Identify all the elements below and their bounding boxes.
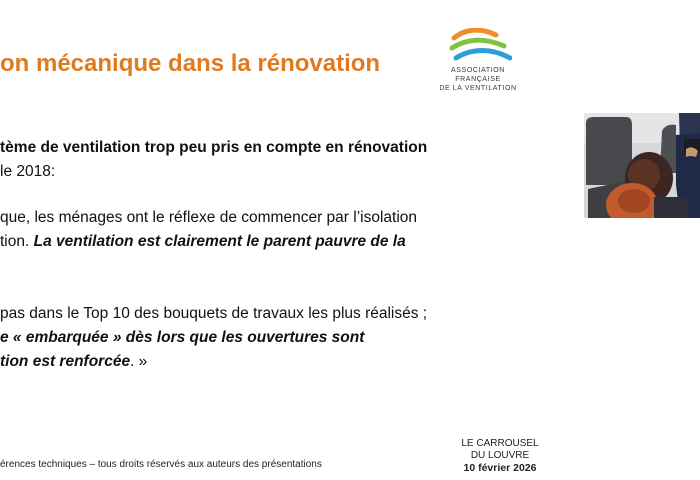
venue-line-2: DU LOUVRE bbox=[470, 450, 530, 461]
venue-line-1: LE CARROUSEL bbox=[461, 438, 539, 449]
paragraph-3-line-3 bbox=[0, 350, 427, 374]
paragraph-3-line-1: pas dans le Top 10 des bouquets de travaux les plus réalisés ; bbox=[0, 305, 428, 322]
paragraph-2-line-2-emphasis: La ventilation est clairement le parent pauvre de la bbox=[33, 233, 406, 250]
event-venue-block bbox=[452, 438, 548, 474]
paragraph-2-line-2 bbox=[0, 230, 417, 254]
paragraph-household-reflex bbox=[0, 206, 417, 254]
logo-waves-icon bbox=[448, 28, 512, 66]
logo-line-2: DE LA VENTILATION bbox=[439, 85, 517, 92]
slide-title: on mécanique dans la rénovation bbox=[0, 50, 381, 77]
paragraph-2-line-1: que, les ménages ont le réflexe de commencer par l’isolation bbox=[0, 209, 418, 226]
paragraph-1-line-1: tème de ventilation trop peu pris en compte en rénovation bbox=[0, 139, 428, 156]
paragraph-3-line-2: e « embarquée » dès lors que les ouvertures sont bbox=[0, 329, 365, 346]
logo-line-1: ASSOCIATION FRANÇAISE bbox=[451, 67, 505, 83]
afv-logo bbox=[428, 28, 528, 93]
paragraph-2-line-2-plain: tion. bbox=[0, 233, 34, 250]
paragraph-3-line-3-emphasis: tion est renforcée bbox=[0, 353, 131, 370]
event-date: 10 février 2026 bbox=[463, 462, 537, 474]
paragraph-top10-works bbox=[0, 302, 427, 374]
paragraph-3-line-3-plain: . » bbox=[130, 353, 148, 370]
logo-text bbox=[428, 66, 528, 93]
paragraph-1-line-2: le 2018: bbox=[0, 163, 56, 180]
video-frame bbox=[584, 113, 700, 218]
paragraph-ventilation-context bbox=[0, 136, 427, 184]
footer-rights-note: érences techniques – tous droits réservés aux auteurs des présentations bbox=[0, 459, 322, 470]
speaker-video-thumbnail[interactable] bbox=[584, 113, 700, 218]
